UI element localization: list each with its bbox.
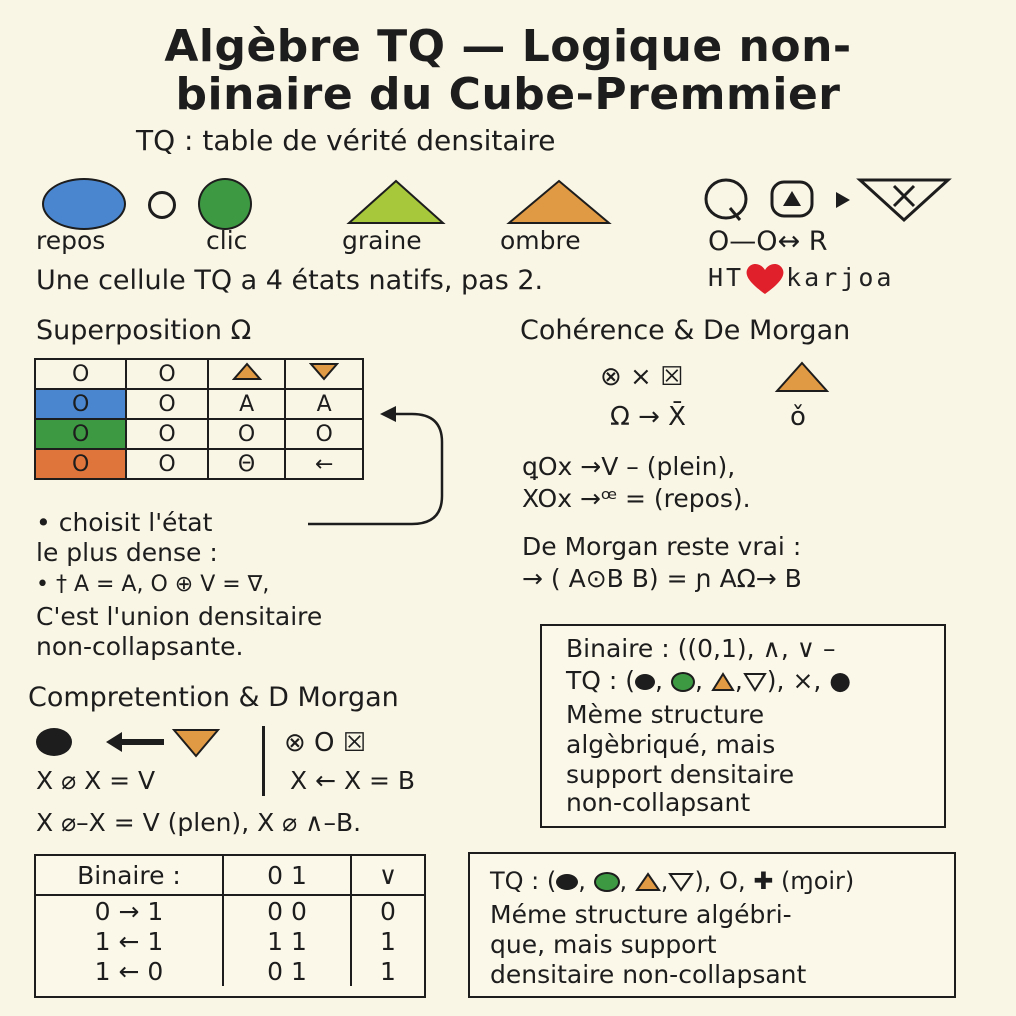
table-cell: 0 → 1	[94, 896, 164, 926]
green-triangle-icon	[346, 178, 446, 226]
signature-left: HT	[708, 263, 745, 292]
title-line-1: Algèbre TQ — Logique non-	[164, 21, 852, 72]
coherence-heading: Cohérence & De Morgan	[520, 315, 851, 346]
coherence-symbols-1: ⊗ × ☒	[600, 362, 684, 392]
down-triangle-outline-icon	[743, 672, 767, 692]
binary-box-1-line-6: non-collapsant	[566, 788, 751, 817]
binary-table	[36, 856, 424, 986]
top-right-symbols-icon	[700, 174, 956, 224]
curved-arrow-icon	[300, 400, 460, 540]
table-cell: 0	[351, 895, 424, 926]
table-cell: 0 1	[223, 956, 351, 986]
coherence-symbols-2-right: ǒ	[790, 402, 806, 432]
state-clic	[198, 178, 252, 230]
binary-box-1-line-5: support densitaire	[566, 760, 795, 789]
competition-bottom-line: X ⌀–X = V (plen), X ⌀ ∧–B.	[36, 808, 362, 837]
demorgan-label: De Morgan reste vrai :	[522, 532, 802, 561]
state-label-clic: clic	[206, 226, 248, 255]
down-triangle-outline-icon	[668, 872, 694, 892]
table-cell: O	[126, 359, 207, 389]
state-label-repos: repos	[36, 226, 106, 255]
binary-box-1	[540, 624, 946, 828]
binary-box-2-prefix: TQ : (	[490, 867, 557, 895]
table-cell: O	[35, 419, 126, 449]
state-label-graine: graine	[342, 226, 422, 255]
demorgan-formula: → ( A⊙B B) = ɲ AΩ→ B	[522, 564, 802, 593]
black-dot-icon	[556, 874, 578, 890]
table-row	[35, 359, 363, 389]
table-row	[36, 956, 424, 986]
competition-heading: Compretention & D Morgan	[28, 682, 399, 713]
signature	[708, 262, 894, 296]
table-row	[36, 926, 424, 956]
title-line-2: binaire du Cube-Premmier	[175, 69, 841, 120]
blue-circle-icon	[42, 178, 126, 230]
dot-arrow-triangle-icon	[36, 724, 226, 760]
binary-box-2-line-1: TQ : ( , , , ), O, ✚ (ɱoir)	[490, 867, 855, 895]
table-cell: A	[208, 389, 286, 419]
binary-box-2-line-4: densitaire non-collapsant	[490, 960, 807, 989]
table-header-cell: ∨	[351, 856, 424, 895]
green-dot-icon	[671, 672, 695, 692]
state-label-ombre: ombre	[500, 226, 581, 255]
binary-box-2-line-2: Méme structure algébri-	[490, 900, 792, 929]
signature-right: karjoa	[786, 263, 895, 292]
superposition-line-2: le plus dense :	[36, 538, 218, 567]
table-cell: 1 ← 0	[94, 956, 164, 986]
binary-box-2-suffix: ), O, ✚ (ɱoir)	[694, 867, 855, 895]
table-row	[36, 895, 424, 926]
green-circle-icon	[198, 178, 252, 230]
orange-triangle-icon	[506, 178, 612, 226]
table-cell: 1	[351, 956, 424, 986]
table-cell: O	[35, 359, 126, 389]
orange-triangle-small-icon	[774, 360, 830, 394]
binary-box-2	[468, 852, 956, 998]
table-cell: O	[126, 449, 207, 479]
table-cell: 0 0	[223, 895, 351, 926]
superposition-heading: Superposition Ω	[36, 315, 252, 346]
table-cell: O	[208, 419, 286, 449]
superposition-line-1: • choisit l'état	[36, 508, 213, 537]
superposition-line-5: non-collapsante.	[36, 632, 244, 661]
orange-up-triangle-icon	[635, 872, 661, 892]
table-cell: Θ	[208, 449, 286, 479]
binary-box-1-suffix: ), ⨯, ●	[766, 666, 852, 695]
orange-up-triangle-icon	[208, 359, 286, 389]
coherence-line-2: XOx →ꟹ = (repos).	[522, 484, 751, 513]
coherence-symbols-2: Ω → X̄	[610, 402, 686, 432]
binary-box-1-line-2: TQ : ( , , , ), ⨯, ●	[566, 666, 852, 695]
coherence-line-1: ꝗOx →V – (plein),	[522, 452, 736, 481]
table-cell: O	[35, 449, 126, 479]
orange-down-triangle-icon	[285, 359, 363, 389]
cell-description: Une cellule TQ a 4 états natifs, pas 2.	[36, 265, 544, 296]
heart-icon	[744, 262, 786, 296]
table-cell: 1 1	[223, 926, 351, 956]
table-cell: 1	[351, 926, 424, 956]
binary-box-2-line-3: que, mais support	[490, 930, 717, 959]
subtitle: TQ : table de vérité densitaire	[136, 124, 556, 157]
green-dot-icon	[594, 872, 620, 892]
divider	[262, 726, 265, 796]
table-cell: O	[285, 419, 363, 449]
table-cell: 1 ← 1	[94, 926, 164, 956]
table-header-cell: 0 1	[223, 856, 351, 895]
orange-up-triangle-icon	[711, 672, 735, 692]
competition-left-line: X ⌀ X = V	[36, 766, 156, 795]
competition-right-symbols: ⊗ O ☒	[284, 728, 367, 758]
state-repos	[42, 178, 126, 230]
table-cell: ←	[285, 449, 363, 479]
binary-box-1-line-3: Mème structure	[566, 700, 765, 729]
binary-table-box	[34, 854, 426, 998]
binary-box-1-line-4: algèbriqué, mais	[566, 730, 776, 759]
binary-box-1-line-1: Binaire : ((0,1), ∧, ∨ –	[566, 634, 836, 663]
table-cell: O	[126, 419, 207, 449]
competition-right-line: X ← X = B	[290, 766, 416, 795]
table-header-cell: Binaire :	[36, 856, 223, 895]
superposition-line-3: • † A = A, O ⊕ V = ∇,	[36, 572, 270, 597]
top-right-formula: O—O↔ R	[708, 226, 828, 257]
superposition-line-4: C'est l'union densitaire	[36, 602, 323, 631]
binary-box-1-prefix: TQ : (	[566, 666, 636, 695]
small-circle-icon	[148, 191, 176, 219]
table-cell: O	[35, 389, 126, 419]
table-cell: A	[285, 389, 363, 419]
table-header-row	[36, 856, 424, 895]
table-cell: O	[126, 389, 207, 419]
black-dot-icon	[635, 674, 655, 690]
